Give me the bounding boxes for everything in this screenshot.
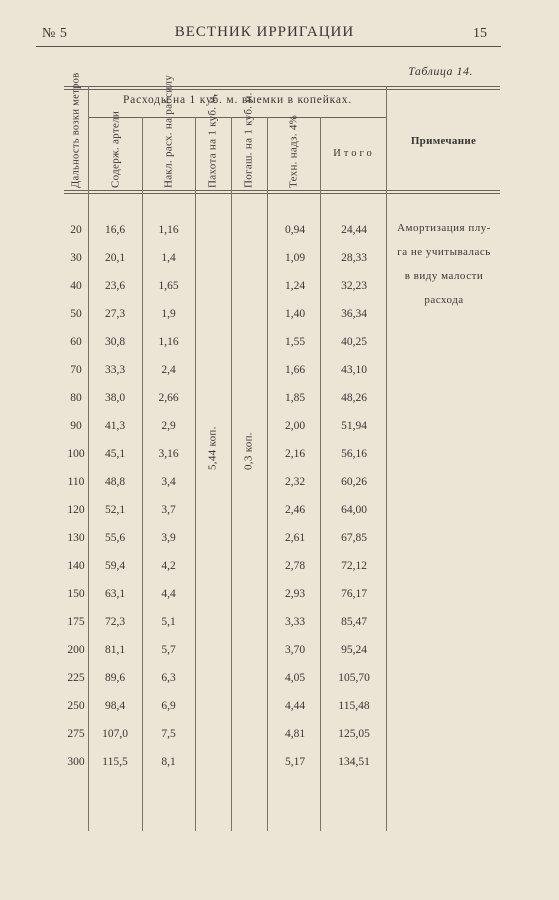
table-label: Таблица 14.	[408, 64, 473, 78]
cell-content: 63,1	[104, 588, 126, 600]
col-header-note: Примечание	[410, 135, 477, 147]
table-row	[64, 532, 400, 552]
table-row	[64, 364, 400, 384]
cell-overhead: 6,9	[161, 700, 176, 712]
cell-distance: 20	[70, 224, 82, 236]
col-header-tech: Техн. надз. 4%	[287, 114, 300, 188]
cell-content: 107,0	[102, 728, 128, 740]
cell-content: 98,4	[104, 700, 126, 712]
col-header-content: Содерж. артели	[109, 110, 122, 188]
issue-number: № 5	[42, 26, 68, 41]
table-row	[64, 308, 400, 328]
cell-tech: 2,93	[284, 588, 306, 600]
table-row	[64, 420, 400, 440]
table-row	[64, 280, 400, 300]
cell-total: 36,34	[341, 308, 367, 320]
cell-distance: 50	[70, 308, 82, 320]
cell-overhead: 3,9	[161, 532, 176, 544]
group-header-divider	[88, 117, 386, 118]
cell-content: 52,1	[104, 504, 126, 516]
cell-total: 105,70	[338, 672, 370, 684]
cell-overhead: 1,65	[158, 280, 179, 292]
cell-content: 33,3	[104, 364, 126, 376]
cell-overhead: 3,4	[161, 476, 176, 488]
journal-title: ВЕСТНИК ИРРИГАЦИИ	[174, 24, 355, 40]
table-row	[64, 252, 400, 272]
cell-tech: 2,32	[284, 476, 306, 488]
note-line: в виду малости	[404, 270, 484, 282]
cell-tech: 1,55	[284, 336, 306, 348]
cell-total: 85,47	[341, 616, 367, 628]
cell-tech: 1,66	[284, 364, 306, 376]
cell-content: 55,6	[104, 532, 126, 544]
cell-distance: 110	[67, 476, 85, 488]
cell-overhead: 7,5	[161, 728, 176, 740]
cell-content: 16,6	[104, 224, 126, 236]
cell-overhead: 4,2	[161, 560, 176, 572]
cell-distance: 30	[70, 252, 82, 264]
col-header-plowing: Пахота на 1 куб. м.	[206, 93, 219, 188]
cell-total: 64,00	[341, 504, 367, 516]
cell-tech: 2,00	[284, 420, 306, 432]
cell-tech: 1,40	[284, 308, 306, 320]
table-row	[64, 476, 400, 496]
cell-tech: 5,17	[284, 756, 306, 768]
cell-total: 60,26	[341, 476, 367, 488]
cell-content: 89,6	[104, 672, 126, 684]
cell-total: 32,23	[341, 280, 367, 292]
cell-overhead: 2,4	[161, 364, 176, 376]
table-row	[64, 448, 400, 468]
table-row	[64, 588, 400, 608]
header-bottom-border	[64, 190, 500, 191]
cell-content: 45,1	[104, 448, 126, 460]
table-row	[64, 336, 400, 356]
cell-total: 76,17	[341, 588, 367, 600]
cell-content: 41,3	[104, 420, 126, 432]
table-row	[64, 504, 400, 524]
cell-content: 48,8	[104, 476, 126, 488]
cell-distance: 140	[67, 560, 85, 572]
table-row	[64, 756, 400, 776]
cell-total: 40,25	[341, 336, 367, 348]
table-row	[64, 728, 400, 748]
cell-distance: 40	[70, 280, 82, 292]
cell-total: 24,44	[341, 224, 367, 236]
cell-distance: 60	[70, 336, 82, 348]
cell-total: 134,51	[338, 756, 370, 768]
group-header: Расходы на 1 куб. м. выемки в копейках.	[122, 94, 352, 106]
cell-tech: 4,44	[284, 700, 306, 712]
col-header-distance: Дальность возки метров	[70, 72, 82, 188]
table-row	[64, 616, 400, 636]
cell-overhead: 3,16	[158, 448, 179, 460]
cell-content: 72,3	[104, 616, 126, 628]
cell-overhead: 1,16	[158, 336, 179, 348]
cell-distance: 250	[67, 700, 85, 712]
cell-tech: 3,70	[284, 644, 306, 656]
cell-tech: 2,46	[284, 504, 306, 516]
col-header-overhead: Накл. расх. на рабсилу	[162, 74, 175, 188]
table-row	[64, 644, 400, 664]
cell-tech: 1,09	[284, 252, 306, 264]
header-bottom-border-inner	[64, 193, 500, 194]
plowing-value: 5,44 коп.	[206, 426, 219, 470]
table-row	[64, 224, 400, 244]
cell-overhead: 2,66	[158, 392, 179, 404]
cell-tech: 2,16	[284, 448, 306, 460]
cell-distance: 130	[67, 532, 85, 544]
page-number: 15	[473, 26, 487, 41]
cell-tech: 4,05	[284, 672, 306, 684]
cell-total: 125,05	[338, 728, 370, 740]
cell-total: 28,33	[341, 252, 367, 264]
col-header-repay: Погаш. на 1 куб. м.	[242, 92, 255, 188]
cell-total: 115,48	[338, 700, 370, 712]
cell-distance: 150	[67, 588, 85, 600]
cell-distance: 175	[67, 616, 85, 628]
cell-total: 43,10	[341, 364, 367, 376]
cell-tech: 1,24	[284, 280, 306, 292]
cell-tech: 3,33	[284, 616, 306, 628]
cell-content: 59,4	[104, 560, 126, 572]
note-text	[392, 216, 496, 312]
note-line: га не учитывалась	[397, 246, 491, 258]
cell-overhead: 6,3	[161, 672, 176, 684]
cell-overhead: 4,4	[161, 588, 176, 600]
cell-total: 56,16	[341, 448, 367, 460]
cell-total: 72,12	[341, 560, 367, 572]
cell-distance: 80	[70, 392, 82, 404]
cell-tech: 0,94	[284, 224, 306, 236]
table-row	[64, 672, 400, 692]
table-row	[64, 700, 400, 720]
cell-overhead: 8,1	[161, 756, 176, 768]
table-row	[64, 560, 400, 580]
cell-total: 67,85	[341, 532, 367, 544]
cell-content: 81,1	[104, 644, 126, 656]
cell-tech: 1,85	[284, 392, 306, 404]
cell-overhead: 2,9	[161, 420, 176, 432]
cell-content: 30,8	[104, 336, 126, 348]
col-header-total: Итого	[333, 148, 375, 159]
cell-overhead: 3,7	[161, 504, 176, 516]
cell-distance: 225	[67, 672, 85, 684]
cell-overhead: 1,4	[161, 252, 176, 264]
cell-overhead: 5,7	[161, 644, 176, 656]
cell-distance: 275	[67, 728, 85, 740]
cell-tech: 4,81	[284, 728, 306, 740]
cell-content: 38,0	[104, 392, 126, 404]
cell-total: 51,94	[341, 420, 367, 432]
table-row	[64, 392, 400, 412]
cell-distance: 100	[67, 448, 85, 460]
note-line: расхода	[424, 294, 464, 306]
cell-distance: 120	[67, 504, 85, 516]
cell-tech: 2,61	[284, 532, 306, 544]
cell-total: 48,26	[341, 392, 367, 404]
cell-content: 115,5	[102, 756, 128, 768]
cell-content: 23,6	[104, 280, 126, 292]
cell-distance: 90	[70, 420, 82, 432]
cell-distance: 200	[67, 644, 85, 656]
cell-total: 95,24	[341, 644, 367, 656]
note-line: Амортизация плу-	[397, 222, 491, 234]
cell-distance: 300	[67, 756, 85, 768]
repay-value: 0,3 коп.	[242, 432, 255, 470]
cell-tech: 2,78	[284, 560, 306, 572]
cell-overhead: 1,9	[161, 308, 176, 320]
table-top-border	[64, 86, 500, 87]
cell-overhead: 5,1	[161, 616, 176, 628]
cell-content: 20,1	[104, 252, 126, 264]
cell-overhead: 1,16	[158, 224, 179, 236]
cell-content: 27,3	[104, 308, 126, 320]
cell-distance: 70	[70, 364, 82, 376]
table-top-border-inner	[64, 89, 500, 90]
